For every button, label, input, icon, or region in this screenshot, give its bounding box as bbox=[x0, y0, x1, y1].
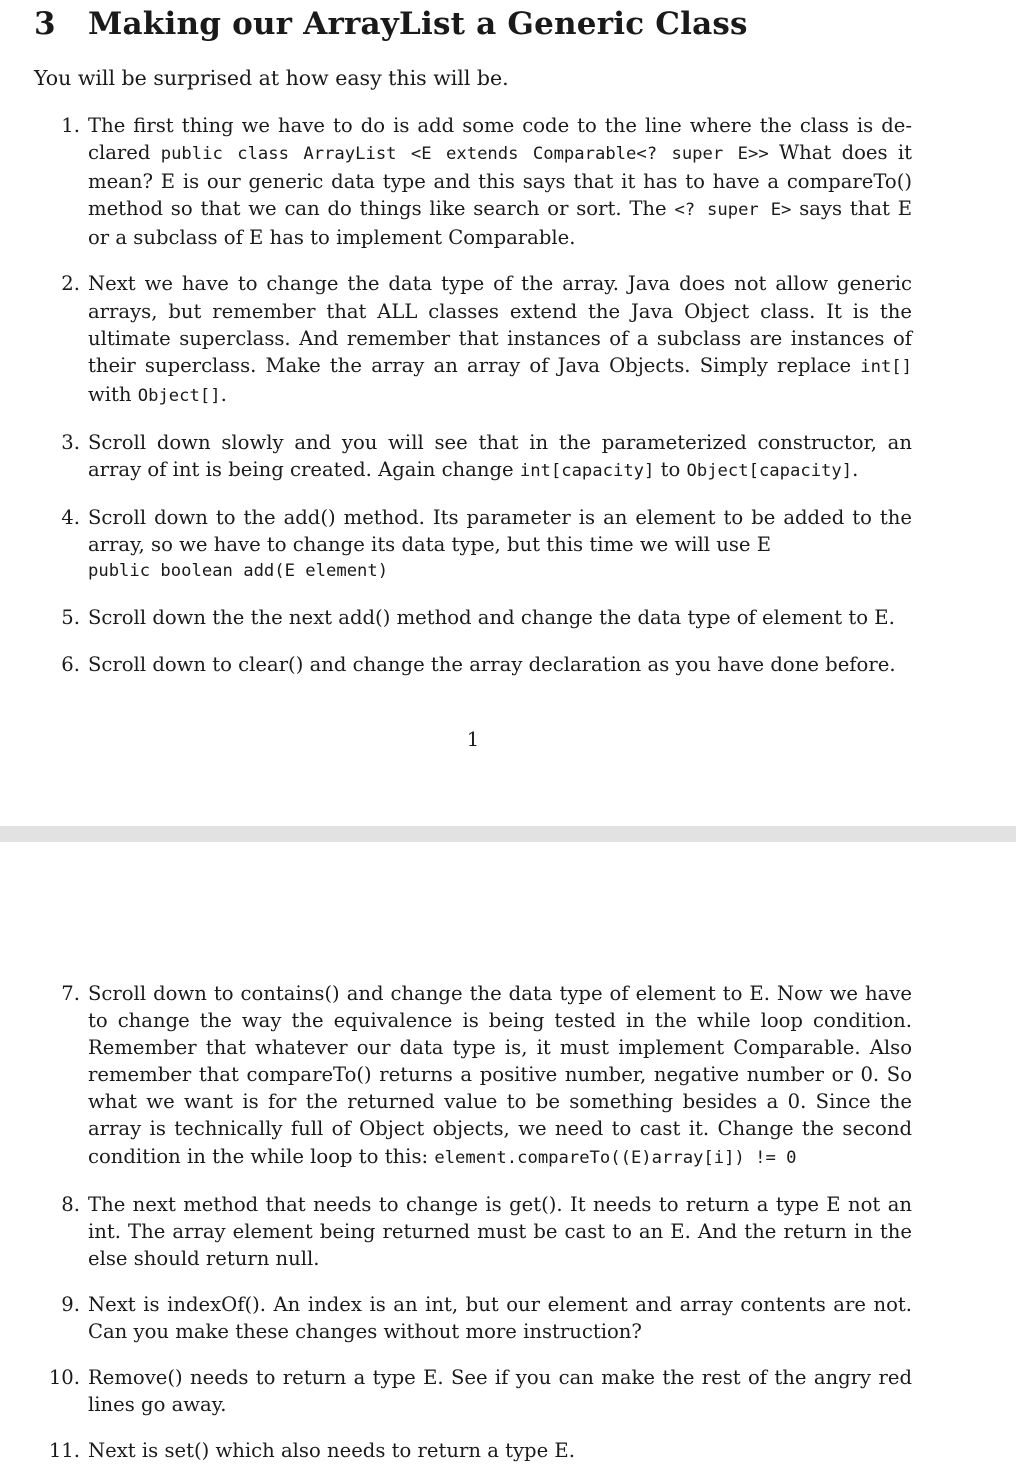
section-title: Making our ArrayList a Generic Class bbox=[88, 6, 748, 42]
section-heading bbox=[34, 6, 748, 42]
intro-paragraph: You will be surprised at how easy this will be. bbox=[34, 66, 509, 90]
inline-code: int[] bbox=[860, 356, 912, 377]
page-separator bbox=[0, 826, 1016, 842]
list-item bbox=[0, 651, 1016, 678]
inline-code: int[capacity] bbox=[519, 461, 655, 482]
list-item bbox=[0, 1437, 1016, 1464]
inline-code: element.compareTo((E)array[i]) != 0 bbox=[434, 1147, 797, 1168]
item-text: Next is indexOf(). An index is an int, but our element and array contents are not. Can you make these changes without more instruction? bbox=[88, 1292, 912, 1344]
item-text: Scroll down to contains() and change the data type of element to E. Now we have to change the way the equivalence is being tested in the while loop condition. Remember that whatever our data type is, it must implement Comparable. Also remember that compareTo() returns a positive number, negative number or 0. So what we want is for the returned value to be something besides a 0. Since the array is technically full of Object objects, we need to cast it. Change the second condition in the while loop to this: bbox=[88, 982, 912, 1168]
item-text: Remove() needs to return a type E. See if you can make the rest of the angry red lines go away. bbox=[88, 1366, 912, 1417]
document-page-2 bbox=[0, 842, 1016, 1478]
list-item bbox=[0, 112, 1016, 251]
item-marker: 6. bbox=[61, 652, 80, 676]
item-text: Scroll down the the next add() method and change the data type of element to E. bbox=[88, 606, 895, 630]
item-text: What does it mean? E is our generic data type and this says that it has to have a compareTo() method so that we can do things like search or sort. The bbox=[88, 141, 912, 221]
item-text: Scroll down slowly and you will see that in the parameterized constructor, an array of int is being created. Again change bbox=[88, 430, 912, 482]
item-marker: 7. bbox=[61, 982, 80, 1005]
instruction-list-part-1 bbox=[0, 112, 1016, 697]
item-marker: 3. bbox=[61, 430, 80, 454]
item-text: Scroll down to clear() and change the array declaration as you have done before. bbox=[88, 652, 896, 676]
item-marker: 5. bbox=[61, 606, 80, 630]
item-marker: 11. bbox=[48, 1439, 80, 1463]
item-text: to bbox=[654, 458, 687, 482]
item-marker: 9. bbox=[61, 1292, 80, 1316]
item-marker: 2. bbox=[61, 272, 80, 296]
list-item bbox=[0, 1291, 1016, 1345]
item-text: . bbox=[852, 458, 859, 482]
list-item bbox=[0, 980, 1016, 1172]
page-number: 1 bbox=[466, 728, 480, 751]
section-number: 3 bbox=[34, 6, 56, 42]
list-item bbox=[0, 1364, 1016, 1418]
item-text: Next we have to change the data type of the array. Java does not allow generic arrays, but remember that ALL classes extend the Java Object class. It is the ultimate superclass. And remember that instances of a subclass are instances of their superclass. Make the array an array of Java Objects. Simply replace bbox=[88, 272, 912, 377]
item-text: with bbox=[88, 382, 138, 406]
list-item bbox=[0, 270, 1016, 409]
inline-code: <? super E> bbox=[674, 200, 792, 221]
item-text: . bbox=[220, 382, 227, 406]
item-marker: 1. bbox=[61, 114, 80, 137]
item-text: says that E or a subclass of E has to implement Comparable. bbox=[88, 197, 912, 250]
inline-code: Object[capacity] bbox=[686, 461, 853, 482]
instruction-list-part-2 bbox=[0, 980, 1016, 1483]
code-line: public boolean add(E element) bbox=[88, 561, 389, 582]
inline-code: public class ArrayList <E extends Comparable<? super E>> bbox=[160, 144, 769, 165]
item-marker: 4. bbox=[61, 506, 80, 530]
item-text: The next method that needs to change is get(). It needs to return a type E not an int. The array element being returned must be cast to an E. And the return in the else should return null. bbox=[88, 1192, 912, 1270]
item-marker: 10. bbox=[48, 1366, 80, 1390]
item-text: The first thing we have to do is add some code to the line where the class is de-clared bbox=[88, 114, 912, 165]
list-item bbox=[0, 1191, 1016, 1272]
list-item bbox=[0, 604, 1016, 631]
item-text: Next is set() which also needs to return a type E. bbox=[88, 1439, 575, 1463]
list-item bbox=[0, 429, 1016, 485]
item-marker: 8. bbox=[61, 1192, 80, 1216]
item-text: Scroll down to the add() method. Its parameter is an element to be added to the array, so we have to change its data type, but this time we will use E bbox=[88, 506, 912, 557]
inline-code: Object[] bbox=[137, 385, 221, 406]
list-item bbox=[0, 504, 1016, 585]
